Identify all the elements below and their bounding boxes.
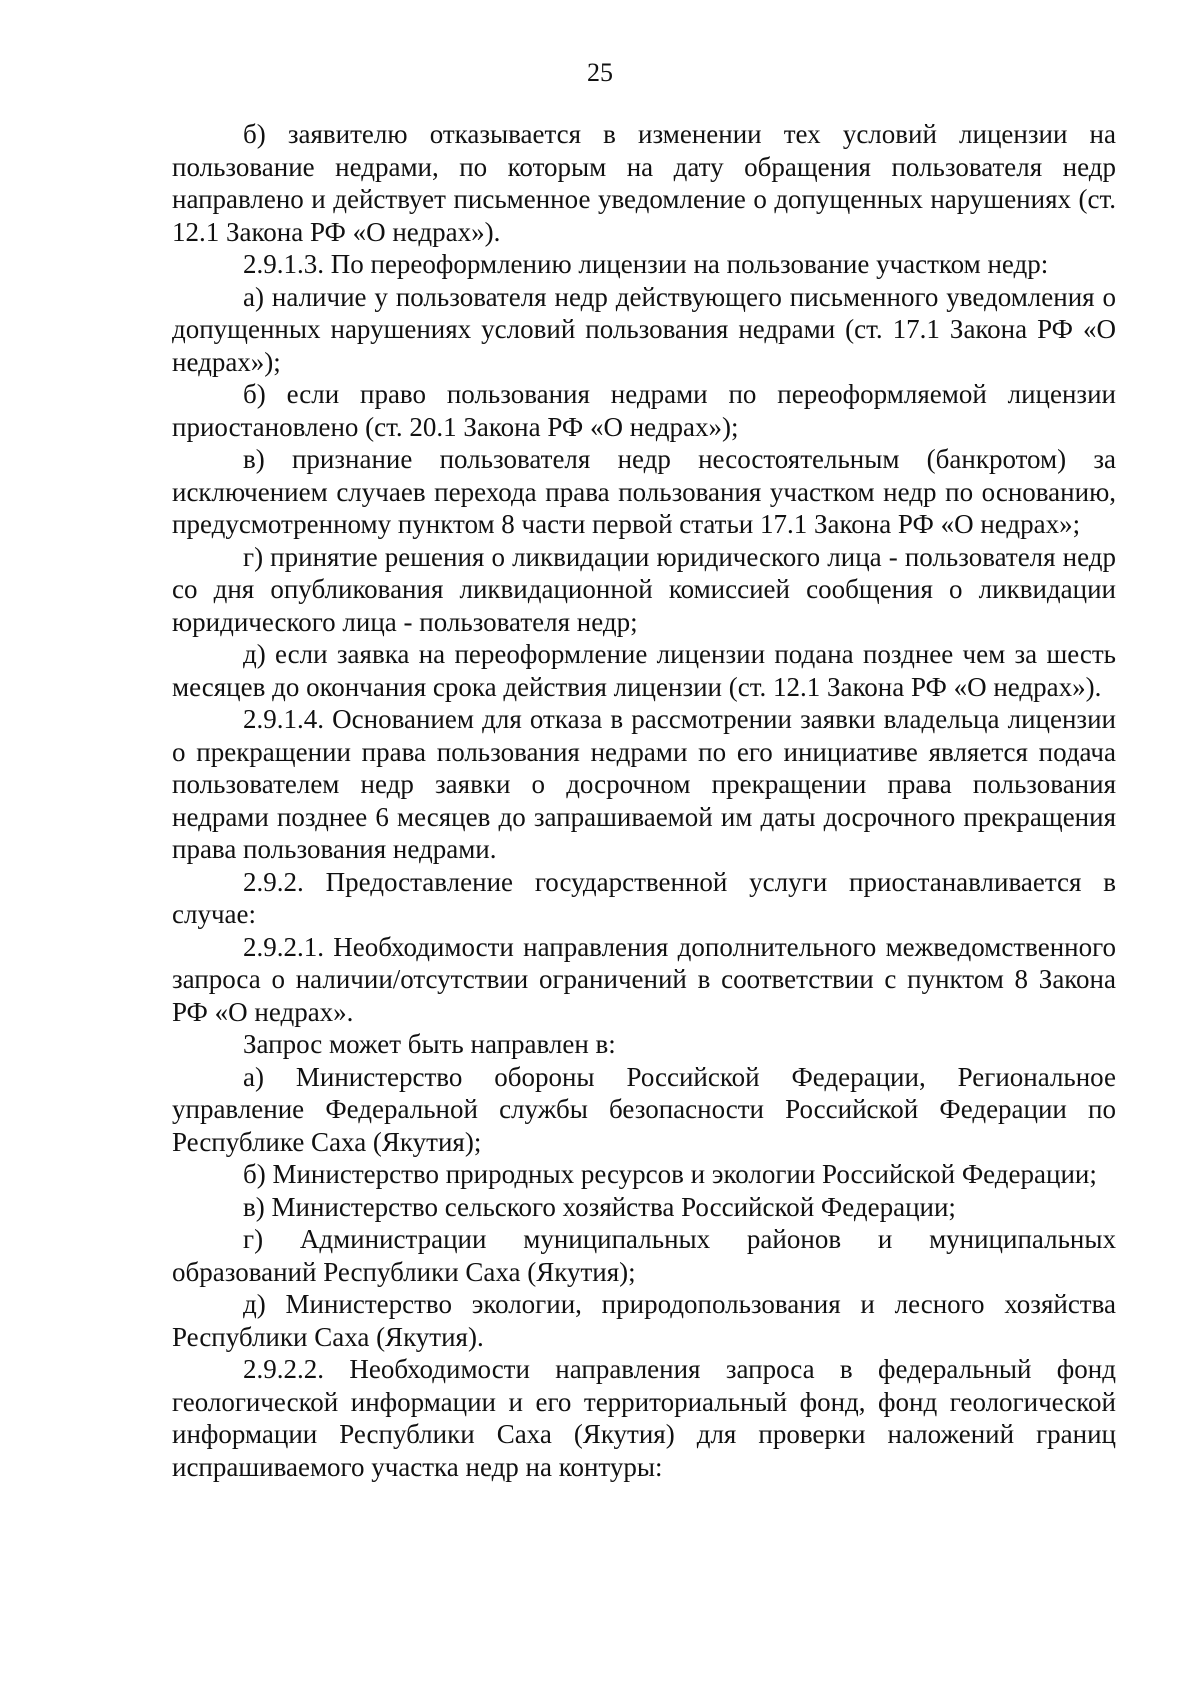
document-body bbox=[172, 118, 1116, 1483]
paragraph: а) наличие у пользователя недр действующего письменного уведомления о допущенных нарушениях условий пользования недрами (ст. 17.1 Закона РФ «О недрах»); bbox=[172, 281, 1116, 377]
paragraph: б) если право пользования недрами по переоформляемой лицензии приостановлено (ст. 20.1 Закона РФ «О недрах»); bbox=[172, 379, 1116, 442]
paragraph: в) признание пользователя недр несостоятельным (банкротом) за исключением случаев перехода права пользования участком недр по основанию, предусмотренному пунктом 8 части первой статьи 17.1 Закона РФ «О недрах»; bbox=[172, 444, 1116, 539]
paragraph: 2.9.2.2. Необходимости направления запроса в федеральный фонд геологической информации и его территориальный фонд, фонд геологической информации Республики Саха (Якутия) для проверки наложений границ испрашиваемого участка недр на контуры: bbox=[172, 1354, 1116, 1482]
paragraph: г) Администрации муниципальных районов и муниципальных образований Республики Саха (Якутия); bbox=[172, 1224, 1116, 1287]
paragraph: 2.9.2. Предоставление государственной услуги приостанавливается в случае: bbox=[172, 866, 1116, 929]
page-number: 25 bbox=[587, 58, 613, 87]
paragraph: в) Министерство сельского хозяйства Российской Федерации; bbox=[243, 1191, 956, 1222]
paragraph: 2.9.2.1. Необходимости направления дополнительного межведомственного запроса о наличии/отсутствии ограничений в соответствии с пунктом 8 Закона РФ «О недрах». bbox=[172, 931, 1116, 1027]
paragraph: д) если заявка на переоформление лицензии подана позднее чем за шесть месяцев до окончания срока действия лицензии (ст. 12.1 Закона РФ «О недрах»). bbox=[172, 639, 1116, 702]
paragraph: б) заявителю отказывается в изменении тех условий лицензии на пользование недрами, по которым на дату обращения пользователя недр направлено и действует письменное уведомление о допущенных нарушениях (ст. 12.1 Закона РФ «О недрах»). bbox=[172, 119, 1116, 247]
paragraph: д) Министерство экологии, природопользования и лесного хозяйства Республики Саха (Якутия). bbox=[172, 1289, 1116, 1352]
paragraph: а) Министерство обороны Российской Федерации, Региональное управление Федеральной службы безопасности Российской Федерации по Республике Саха (Якутия); bbox=[172, 1061, 1116, 1157]
paragraph: г) принятие решения о ликвидации юридического лица - пользователя недр со дня опубликования ликвидационной комиссией сообщения о ликвидации юридического лица - пользователя недр; bbox=[172, 541, 1116, 637]
paragraph: 2.9.1.3. По переоформлению лицензии на пользование участком недр: bbox=[243, 249, 1049, 279]
paragraph: 2.9.1.4. Основанием для отказа в рассмотрении заявки владельца лицензии о прекращении права пользования недрами по его инициативе является подача пользователем недр заявки о досрочном прекращении права пользования недрами позднее 6 месяцев до запрашиваемой им даты досрочного прекращения права пользования недрами. bbox=[172, 704, 1116, 864]
paragraph: Запрос может быть направлен в: bbox=[243, 1029, 616, 1059]
paragraph: б) Министерство природных ресурсов и экологии Российской Федерации; bbox=[243, 1159, 1097, 1189]
